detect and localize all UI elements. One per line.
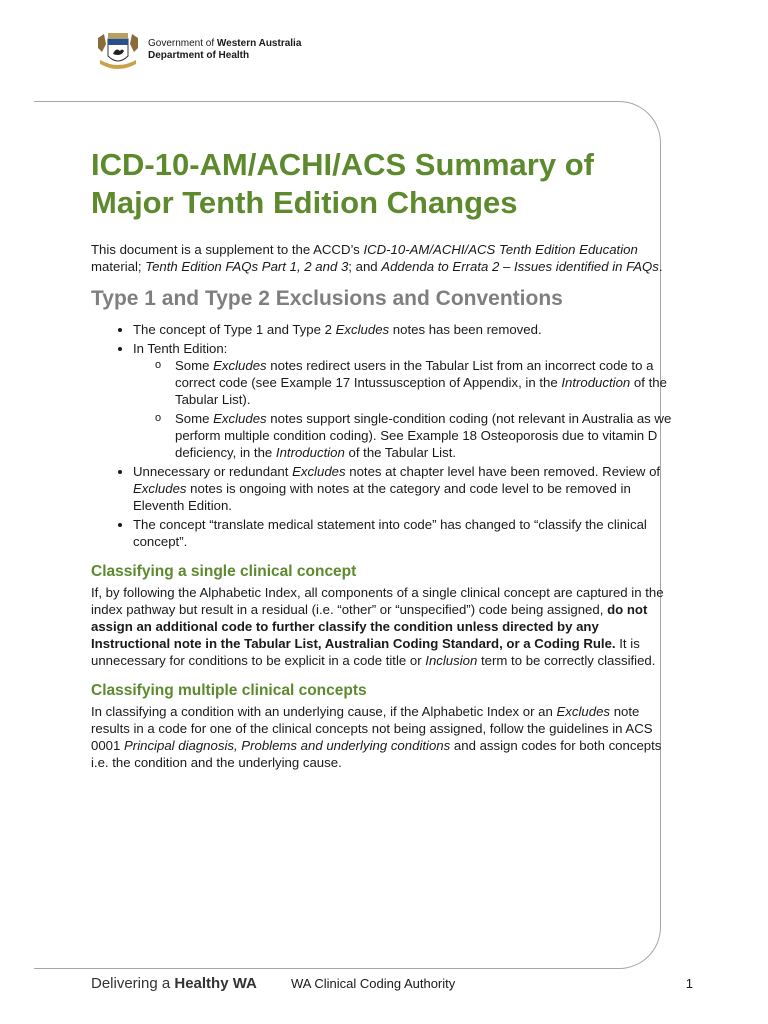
sub-list-item	[175, 357, 681, 408]
text: Introduction	[561, 375, 631, 390]
text: notes support single-condition coding (not relevant in Australia as we perform multiple condition coding). See Example 18 Osteoporosis due to vitamin D deficiency, in the	[175, 411, 672, 460]
text: and assign codes for both concepts i.e. the condition and the underlying cause.	[91, 738, 662, 770]
text: Excludes	[133, 481, 187, 496]
list-item	[133, 340, 681, 461]
footer-tagline	[91, 975, 257, 992]
text: The concept of Type 1 and Type 2	[133, 322, 336, 337]
department-name: Department of Health	[148, 50, 250, 61]
sub-list-item	[175, 410, 681, 461]
exclusions-list	[91, 321, 681, 550]
text: of the Tabular List.	[344, 445, 457, 460]
multiple-concepts-paragraph	[91, 703, 681, 771]
page-number: 1	[685, 976, 693, 991]
list-item	[133, 321, 681, 338]
text: Principal diagnosis, Problems and underlying conditions	[124, 738, 451, 753]
text: note results in a code for one of the clinical concepts not being assigned, follow the guidelines in ACS 0001	[91, 704, 653, 753]
single-concept-paragraph	[91, 584, 681, 669]
list-item	[133, 516, 681, 550]
text: Delivering a	[91, 975, 175, 992]
text: Healthy WA	[174, 975, 257, 992]
document-title: ICD-10-AM/ACHI/ACS Summary of Major Tenth Edition Changes	[91, 147, 594, 220]
intro-text: ; and	[348, 259, 382, 274]
wa-government-crest-icon	[94, 30, 142, 72]
text: It is unnecessary for conditions to be explicit in a code title or	[91, 636, 640, 668]
document-body	[91, 146, 681, 771]
text: Some	[175, 358, 214, 373]
text: Excludes	[213, 358, 267, 373]
section-heading-exclusions: Type 1 and Type 2 Exclusions and Conventions	[91, 287, 563, 310]
intro-ref-education: ICD-10-AM/ACHI/ACS Tenth Edition Education	[363, 242, 638, 257]
intro-text: .	[658, 259, 663, 274]
text: notes has been removed.	[389, 322, 542, 337]
text: Introduction	[275, 445, 345, 460]
section-heading-multiple-concepts: Classifying multiple clinical concepts	[91, 682, 367, 699]
text: Unnecessary or redundant	[133, 464, 293, 479]
text: Some	[175, 411, 214, 426]
list-item	[133, 463, 681, 514]
government-header	[148, 38, 301, 62]
gov-state: Western Australia	[216, 38, 302, 49]
intro-paragraph	[91, 241, 681, 275]
sub-list	[133, 357, 681, 461]
text: Excludes	[556, 704, 611, 719]
text: notes is ongoing with notes at the category and code level to be removed in Eleventh Edition.	[133, 481, 631, 513]
text: In Tenth Edition:	[133, 341, 228, 356]
text: notes redirect users in the Tabular List from an incorrect code to a correct code (see Example 17 Intussusception of Appendix, in the	[175, 358, 654, 390]
intro-text: material;	[91, 259, 146, 274]
page-footer	[91, 975, 701, 995]
intro-ref-addenda: Addenda to Errata 2 – Issues identified in FAQs	[381, 259, 659, 274]
text: term to be correctly classified.	[477, 653, 656, 668]
text: The concept “translate medical statement into code” has changed to “classify the clinical concept”.	[133, 517, 647, 549]
intro-ref-faqs: Tenth Edition FAQs Part 1, 2 and 3	[145, 259, 349, 274]
text: Excludes	[292, 464, 346, 479]
text: Excludes	[335, 322, 390, 337]
section-heading-single-concept: Classifying a single clinical concept	[91, 563, 357, 580]
gov-prefix: Government of	[148, 38, 217, 49]
text: In classifying a condition with an underlying cause, if the Alphabetic Index or an	[91, 704, 557, 719]
text: of the Tabular List).	[175, 375, 667, 407]
footer-organisation: WA Clinical Coding Authority	[291, 976, 456, 991]
text: notes at chapter level have been removed. Review of	[345, 464, 661, 479]
text: If, by following the Alphabetic Index, all components of a single clinical concept are captured in the index pathway but result in a residual (i.e. “other” or “unspecified”) code being assigned,	[91, 585, 664, 617]
text: do not assign an additional code to further classify the condition unless directed by any Instructional note in the Tabular List, Australian Coding Standard, or a Coding Rule.	[91, 602, 648, 651]
text: Excludes	[213, 411, 267, 426]
intro-text: This document is a supplement to the ACCD’s	[91, 242, 364, 257]
text: Inclusion	[425, 653, 478, 668]
